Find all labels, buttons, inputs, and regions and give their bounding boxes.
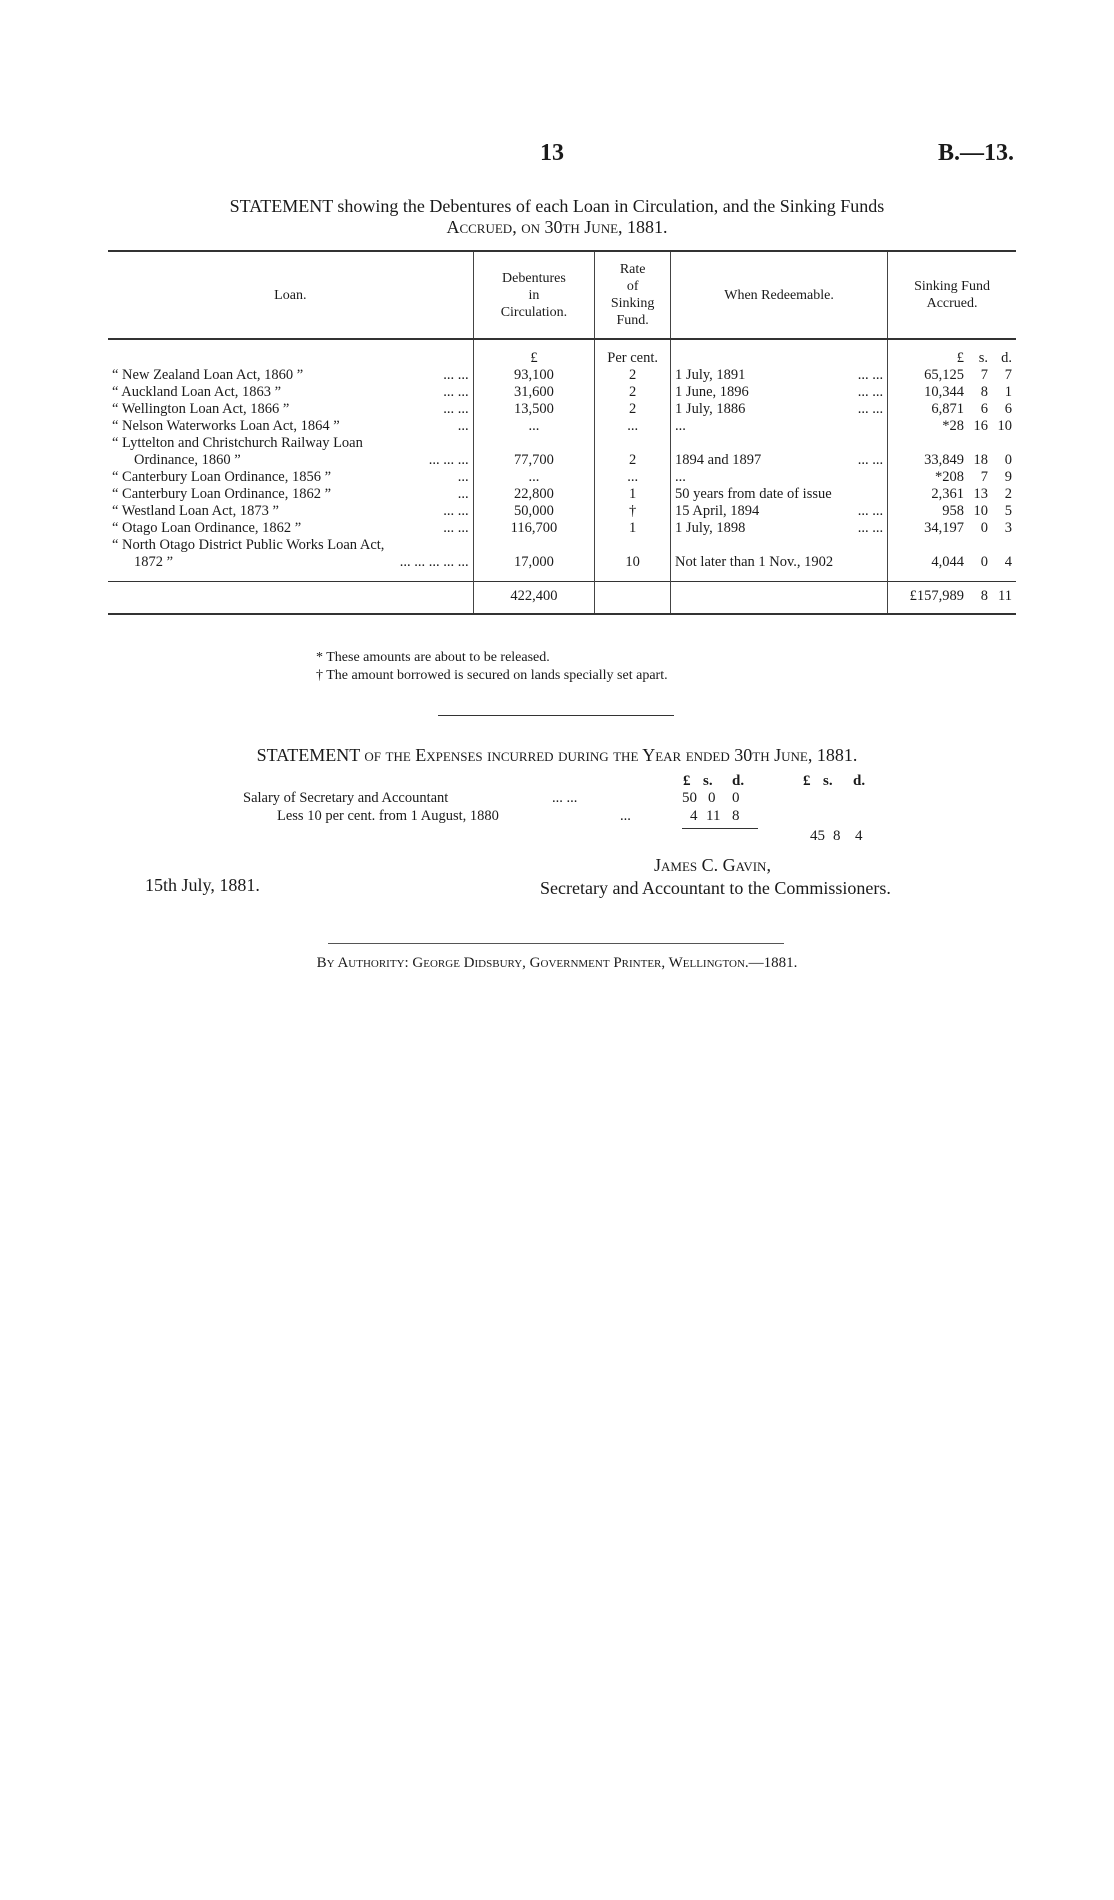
table-row	[108, 537, 1016, 554]
when-cell	[671, 554, 888, 571]
loan-name-cell	[108, 367, 473, 384]
sinking-cell	[888, 503, 1016, 520]
when-cell	[671, 452, 888, 469]
page-number: 13	[540, 140, 564, 166]
col-header-debentures-l1: Debentures	[502, 270, 566, 286]
when-text: 1 July, 1886	[675, 401, 746, 417]
exp-hdr-d2: d.	[853, 773, 866, 789]
expense-less-label: Less 10 per cent. from 1 August, 1880	[277, 808, 499, 824]
sinking-cell	[888, 384, 1016, 401]
col-header-debentures-l3: Circulation.	[500, 304, 568, 320]
sinking-s: 13	[973, 486, 988, 502]
total-debentures: 422,400	[473, 582, 595, 612]
col-header-rate-l3: Sinking	[610, 296, 655, 311]
exp-hdr-l1: £	[683, 773, 691, 789]
rate-cell	[595, 435, 671, 452]
when-dots: ... ...	[857, 452, 884, 468]
sinking-cell	[888, 520, 1016, 537]
table-row	[108, 554, 1016, 571]
loans-table	[108, 250, 1016, 615]
col-header-rate	[595, 251, 671, 339]
sinking-d: 3	[1004, 520, 1012, 536]
rate-cell: ...	[595, 469, 671, 486]
table-row	[108, 469, 1016, 486]
sinking-s: 0	[980, 520, 988, 536]
when-dots: ... ...	[857, 367, 884, 383]
when-cell	[671, 418, 888, 435]
loan-dots: ...	[457, 418, 469, 434]
loan-name: “ North Otago District Public Works Loan Act,	[112, 537, 385, 553]
debentures-cell: 77,700	[473, 452, 595, 469]
sinking-l: 33,849	[924, 452, 964, 468]
sinking-l: *208	[935, 469, 964, 485]
debentures-cell: 93,100	[473, 367, 595, 384]
loan-dots: ... ...	[443, 503, 469, 519]
debentures-cell: 22,800	[473, 486, 595, 503]
sinking-s: 18	[973, 452, 988, 468]
table-header-row	[108, 251, 1016, 339]
expense-salary-dots: ... ...	[552, 790, 578, 806]
when-text: Not later than 1 Nov., 1902	[675, 554, 834, 570]
debentures-cell: 116,700	[473, 520, 595, 537]
loan-dots: ... ...	[443, 384, 469, 400]
when-cell	[671, 435, 888, 452]
loan-name: “ Wellington Loan Act, 1866 ”	[112, 401, 290, 417]
sinking-cell	[888, 452, 1016, 469]
when-dots: ... ...	[857, 503, 884, 519]
rate-cell: 2	[595, 367, 671, 384]
when-text: 1 June, 1896	[675, 384, 749, 400]
sinking-l: 10,344	[924, 384, 964, 400]
expenses-title-text: STATEMENT of the Expenses incurred during the Year ended 30th June, 1881.	[256, 745, 858, 765]
when-dots: ... ...	[857, 401, 884, 417]
table-row	[108, 401, 1016, 418]
col-header-sinking-l1: Sinking Fund	[914, 279, 990, 294]
when-cell	[671, 367, 888, 384]
sinking-d: 1	[1004, 384, 1012, 400]
sinking-l: 6,871	[931, 401, 964, 417]
statement-title-line2: Accrued, on 30th June, 1881.	[446, 217, 668, 237]
loan-dots: ...	[457, 469, 469, 485]
when-dots: ... ...	[857, 520, 884, 536]
loan-name: “ Canterbury Loan Ordinance, 1856 ”	[112, 469, 332, 485]
signature-date: 15th July, 1881.	[145, 875, 260, 895]
total-s: 8	[980, 588, 988, 604]
statement-title-line1: STATEMENT showing the Debentures of each Loan in Circulation, and the Sinking Funds	[229, 196, 885, 216]
table-row	[108, 418, 1016, 435]
sinking-d: 6	[1004, 401, 1012, 417]
loan-dots: ... ...	[443, 367, 469, 383]
loan-name-cell	[108, 520, 473, 537]
rate-cell: ...	[595, 418, 671, 435]
sinking-cell	[888, 418, 1016, 435]
sinking-l: 2,361	[931, 486, 964, 502]
debentures-cell	[473, 537, 595, 554]
debentures-cell: ...	[473, 418, 595, 435]
rate-cell: 2	[595, 384, 671, 401]
table-row	[108, 486, 1016, 503]
when-text: 1 July, 1891	[675, 367, 746, 383]
sinking-s: 7	[980, 469, 988, 485]
sinking-d: 5	[1004, 503, 1012, 519]
total-d: 11	[998, 588, 1012, 604]
loan-name: “ Otago Loan Ordinance, 1862 ”	[112, 520, 302, 536]
loan-name: “ New Zealand Loan Act, 1860 ”	[112, 367, 304, 383]
sinking-cell	[888, 554, 1016, 571]
total-l: £157,989	[909, 588, 964, 604]
when-text: ...	[675, 469, 686, 485]
rate-cell: 2	[595, 401, 671, 418]
loan-name-cell	[108, 418, 473, 435]
loan-dots: ... ...	[443, 520, 469, 536]
sinking-d: 4	[1004, 554, 1012, 570]
signatory-role: Secretary and Accountant to the Commissioners.	[540, 878, 891, 898]
unit-pound: £	[473, 350, 595, 367]
sinking-cell	[888, 401, 1016, 418]
sinking-l: 4,044	[931, 554, 964, 570]
col-header-debentures	[473, 251, 595, 339]
exp-hdr-s1: s.	[703, 773, 713, 789]
sinking-l: 65,125	[924, 367, 964, 383]
when-cell	[671, 469, 888, 486]
debentures-cell	[473, 435, 595, 452]
sinking-cell	[888, 469, 1016, 486]
rate-cell: 10	[595, 554, 671, 571]
loan-name-cell	[108, 554, 473, 571]
rate-cell: †	[595, 503, 671, 520]
expense-less-s: 11	[706, 808, 721, 824]
sinking-cell	[888, 435, 1016, 452]
loan-name-cell	[108, 537, 473, 554]
debentures-cell: 50,000	[473, 503, 595, 520]
loan-dots: ... ... ... ... ...	[399, 554, 469, 570]
exp-hdr-l2: £	[803, 773, 811, 789]
unit-d: d.	[1001, 350, 1012, 366]
when-text: 1894 and 1897	[675, 452, 762, 468]
debentures-cell: 17,000	[473, 554, 595, 571]
table-row	[108, 435, 1016, 452]
sinking-s: 16	[973, 418, 988, 434]
debentures-cell: 31,600	[473, 384, 595, 401]
loan-dots: ... ... ...	[428, 452, 469, 468]
when-cell	[671, 401, 888, 418]
col-header-loan: Loan.	[108, 251, 473, 339]
when-cell	[671, 537, 888, 554]
when-text: 15 April, 1894	[675, 503, 760, 519]
expense-less-l: 4	[690, 808, 698, 824]
loan-dots: ... ...	[443, 401, 469, 417]
sinking-cell	[888, 486, 1016, 503]
expense-result-d: 4	[855, 828, 863, 844]
sinking-cell	[888, 367, 1016, 384]
expense-less-d: 8	[732, 808, 740, 824]
sinking-l: 34,197	[924, 520, 964, 536]
rate-cell: 1	[595, 486, 671, 503]
expenses-title	[100, 745, 1014, 766]
expense-subtotal-rule	[682, 828, 758, 829]
loan-name: “ Lyttelton and Christchurch Railway Loan	[112, 435, 363, 451]
expense-salary-s: 0	[708, 790, 716, 806]
sinking-d: 10	[997, 418, 1012, 434]
loan-name: 1872 ”	[134, 554, 174, 570]
when-text: 50 years from date of issue	[675, 486, 832, 502]
loan-name: “ Nelson Waterworks Loan Act, 1864 ”	[112, 418, 340, 434]
footnote-asterisk: * These amounts are about to be released.	[316, 650, 550, 665]
table-row	[108, 520, 1016, 537]
loan-name: “ Canterbury Loan Ordinance, 1862 ”	[112, 486, 332, 502]
table-row	[108, 503, 1016, 520]
col-header-rate-l1: Rate	[619, 262, 646, 277]
exp-hdr-s2: s.	[823, 773, 833, 789]
sinking-l: 958	[942, 503, 964, 519]
col-header-rate-l2: of	[626, 279, 639, 294]
loan-name-cell	[108, 452, 473, 469]
rate-cell: 1	[595, 520, 671, 537]
loan-name-cell	[108, 486, 473, 503]
col-header-sinking	[888, 251, 1016, 339]
table-row	[108, 452, 1016, 469]
when-text: 1 July, 1898	[675, 520, 746, 536]
sinking-d: 9	[1004, 469, 1012, 485]
when-cell	[671, 520, 888, 537]
table-row	[108, 384, 1016, 401]
when-cell	[671, 486, 888, 503]
sinking-cell	[888, 537, 1016, 554]
sinking-d: 0	[1004, 452, 1012, 468]
loan-name-cell	[108, 435, 473, 452]
when-dots: ... ...	[857, 384, 884, 400]
col-header-sinking-l2: Accrued.	[926, 296, 978, 311]
when-text: ...	[675, 418, 686, 434]
loan-name: “ Westland Loan Act, 1873 ”	[112, 503, 279, 519]
expense-salary-label: Salary of Secretary and Accountant	[243, 790, 449, 806]
loan-name-cell	[108, 469, 473, 486]
col-header-when: When Redeemable.	[671, 251, 888, 339]
exp-hdr-d1: d.	[732, 773, 745, 789]
loan-table-body	[108, 339, 1016, 582]
sinking-d: 7	[1004, 367, 1012, 383]
when-cell	[671, 384, 888, 401]
loan-name-cell	[108, 503, 473, 520]
loan-name: “ Auckland Loan Act, 1863 ”	[112, 384, 282, 400]
loan-name: Ordinance, 1860 ”	[134, 452, 241, 468]
sinking-s: 7	[980, 367, 988, 383]
expense-less-dots: ...	[620, 808, 631, 824]
sinking-s: 8	[980, 384, 988, 400]
expense-result-l: 45	[810, 828, 825, 844]
units-row	[108, 350, 1016, 367]
unit-s: s.	[978, 350, 988, 366]
printer-imprint: By Authority: George Didsbury, Government Printer, Wellington.—1881.	[316, 955, 798, 971]
expense-salary-d: 0	[732, 790, 740, 806]
col-header-debentures-l2: in	[528, 287, 540, 303]
sinking-l: *28	[942, 418, 964, 434]
col-header-rate-l4: Fund.	[616, 313, 649, 328]
sinking-d: 2	[1004, 486, 1012, 502]
sinking-s: 10	[973, 503, 988, 519]
sinking-s: 0	[980, 554, 988, 570]
sinking-s: 6	[980, 401, 988, 417]
rate-cell	[595, 537, 671, 554]
section-divider	[438, 715, 674, 716]
loan-dots: ...	[457, 486, 469, 502]
unit-per-cent: Per cent.	[595, 350, 671, 367]
debentures-cell: 13,500	[473, 401, 595, 418]
loan-name-cell	[108, 401, 473, 418]
expense-result-s: 8	[833, 828, 841, 844]
footnote-dagger: † The amount borrowed is secured on lands specially set apart.	[316, 668, 668, 683]
when-cell	[671, 503, 888, 520]
unit-l: £	[956, 350, 964, 366]
imprint-divider	[328, 943, 784, 944]
document-reference: B.—13.	[937, 140, 1014, 166]
signatory-name: James C. Gavin,	[654, 855, 771, 875]
total-row	[108, 582, 1016, 612]
debentures-cell: ...	[473, 469, 595, 486]
loan-name-cell	[108, 384, 473, 401]
rate-cell: 2	[595, 452, 671, 469]
table-row	[108, 367, 1016, 384]
expense-salary-l: 50	[682, 790, 697, 806]
